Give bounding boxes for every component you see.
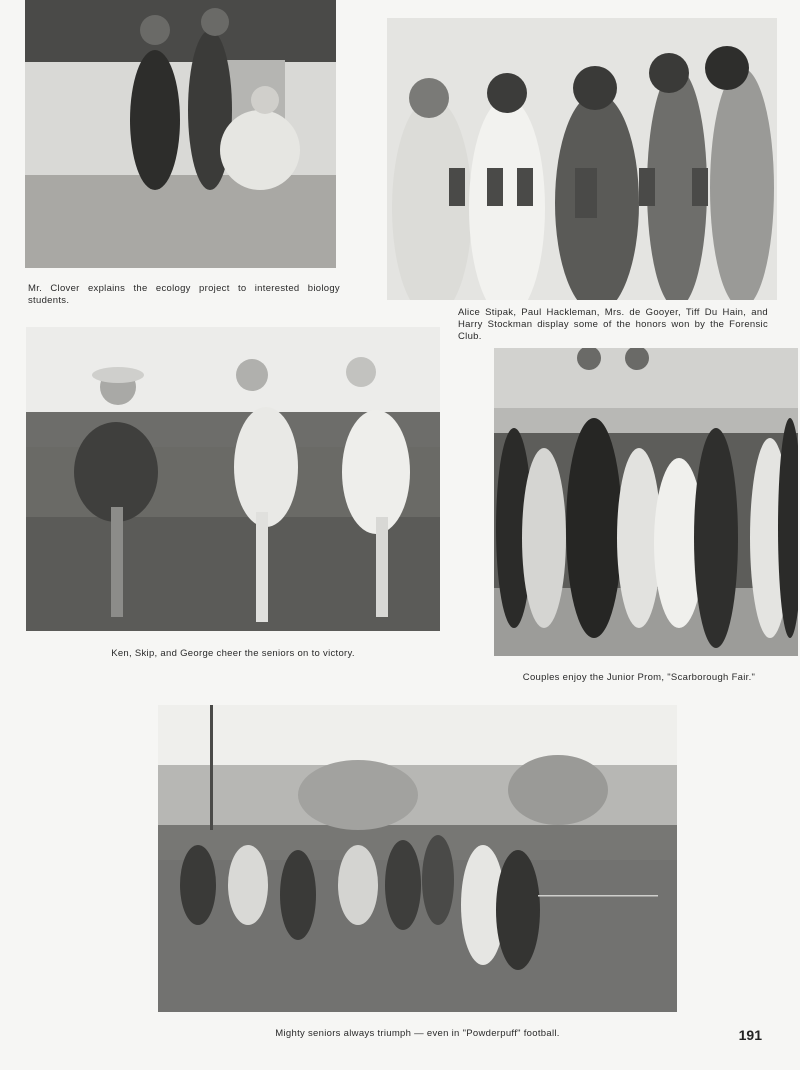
caption-powderpuff-football: Mighty seniors always triumph — even in "Powderpuff" football. bbox=[275, 1028, 560, 1039]
caption-junior-prom: Couples enjoy the Junior Prom, "Scarborough Fair." bbox=[522, 672, 756, 683]
page-number: 191 bbox=[738, 1027, 762, 1043]
caption-forensic-club: Alice Stipak, Paul Hackleman, Mrs. de Gooyer, Tiff Du Hain, and Harry Stockman display some of the honors won by the Forensic Club. bbox=[458, 307, 768, 342]
photo-forensic-club bbox=[387, 18, 777, 300]
caption-ecology-project: Mr. Clover explains the ecology project to interested biology students. bbox=[28, 283, 340, 306]
photo-cheer-seniors bbox=[26, 327, 440, 631]
photo-powderpuff-football bbox=[158, 705, 677, 1012]
photo-ecology-project bbox=[25, 0, 336, 268]
caption-cheer-seniors: Ken, Skip, and George cheer the seniors on to victory. bbox=[111, 648, 355, 659]
photo-junior-prom bbox=[494, 348, 798, 656]
